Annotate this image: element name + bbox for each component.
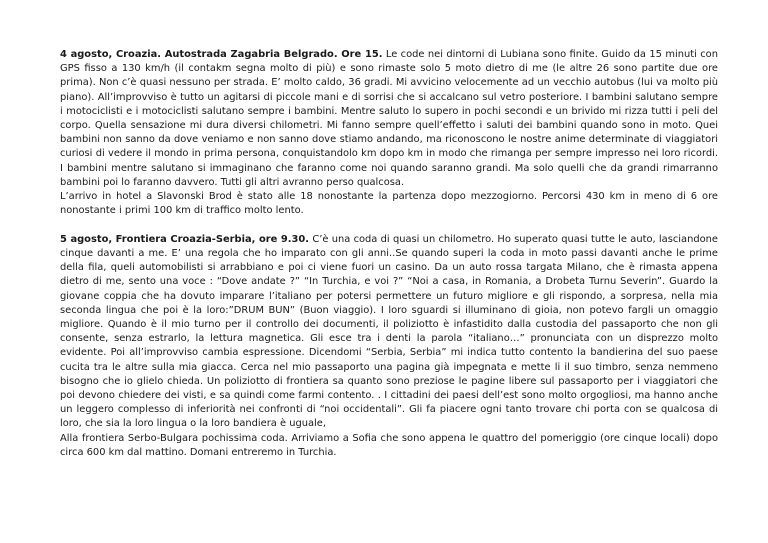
entry-heading: 5 agosto, Frontiera Croazia-Serbia, ore 9.30.: [60, 233, 310, 245]
paragraph-spacer: [60, 218, 718, 232]
entry-body: Le code nei dintorni di Lubiana sono finite. Guido da 15 minuti con GPS fisso a 130 km/h (il contakm segna molto di più) e sono rimaste solo 5 moto dietro di me (le altre 26 sono partite due ore prima). Non c’è quasi nessuno per strada. E’ molto caldo, 36 gradi. Mi avvicino velocemente ad un vecchio autobus (lui va molto più piano). All’improvviso è tutto un agitarsi di piccole mani e di sorrisi che si accalcano sul vetro posteriore. I bambini salutano sempre i motociclisti e i motociclisti salutano sempre i bambini. Mentre saluto lo supero in pochi secondi e un brivido mi rizza tutti i peli del corpo. Quella sensazione mi dura diversi chilometri. Mi fanno sempre quell’effetto i saluti dei bambini quando sono in moto. Quei bambini non sanno da dove veniamo e non sanno dove stiamo andando, ma riconoscono le nostre anime determinate di viaggiatori curiosi di vedere il mondo in prima persona, conquistandolo km dopo km in modo che rimanga per sempre impresso nei loro ricordi. I bambini mentre salutano si immaginano che faranno come noi quando saranno grandi. Ma solo quelli che da grandi rimarranno bambini poi lo faranno davvero. Tutti gli altri avranno perso qualcosa.: [60, 49, 718, 188]
entry-heading: 4 agosto, Croazia. Autostrada Zagabria Belgrado. Ore 15.: [60, 49, 383, 60]
entry-body: C’è una coda di quasi un chilometro. Ho superato quasi tutte le auto, lasciandone cinque davanti a me. E’ una regola che ho imparato con gli anni..Se quando superi la coda in moto passi davanti anche le prime della fila, queli automobilisti si arrabbiano e poi ci viene fuori un casino. Da un auto rossa targata Milano, che è rimasta appena dietro di me, sento una voce : “Dove andate ?” “In Turchia, e voi ?” “Noi a casa, in Romania, a Drobeta Turnu Severin”. Guardo la giovane coppia che ha dovuto imparare l’italiano per potersi permettere un futuro migliore e gli rispondo, a sorpresa, nella mia seconda lingua che poi è la loro:”DRUM BUN” (Buon viaggio). I loro sguardi si illuminano di gioia, non potevo fargli un omaggio migliore. Quando è il mio turno per il controllo dei documenti, il poliziotto è infastidito dalla custodia del passaporto che non gli consente, senza estrarlo, la lettura magnetica. Gli esce tra i denti la parola “italiano…” pronunciata con un disprezzo molto evidente. Poi all’improvviso cambia espressione. Dicendomi “Serbia, Serbia” mi indica tutto contento la bandierina del suo paese cucita tra le altre sulla mia giacca. Cerca nel mio passaporto una pagina già impegnata e mette li il suo timbro, senza nemmeno bisogno che io glielo chieda. Un poliziotto di frontiera sa quanto sono preziose le pagine libere sul passaporto per i viaggiatori che poi devono chiedere dei visti, e sa quindi come farmi contento. . I cittadini dei paesi dell’est sono molto orgogliosi, ma hanno anche un leggero complesso di inferiorità nei confronti di “noi occidentali”. Gli fa piacere ogni tanto trovare chi porta con se qualcosa di loro, che sia la loro lingua o la loro bandiera è uguale,: [60, 233, 718, 430]
closing-paragraph: Alla frontiera Serbo-Bulgara pochissima coda. Arriviamo a Sofia che sono appena le quattro del pomeriggio (ore cinque locali) dopo circa 600 km dal mattino. Domani entreremo in Turchia.: [60, 432, 718, 458]
document-page: [60, 48, 718, 460]
arrival-paragraph: L’arrivo in hotel a Slavonski Brod è stato alle 18 nonostante la partenza dopo mezzogiorno. Percorsi 430 km in meno di 6 ore nonostante i primi 100 km di traffico molto lento.: [60, 191, 718, 217]
entry-5-agosto: [60, 233, 718, 432]
entry-4-agosto: [60, 48, 718, 190]
